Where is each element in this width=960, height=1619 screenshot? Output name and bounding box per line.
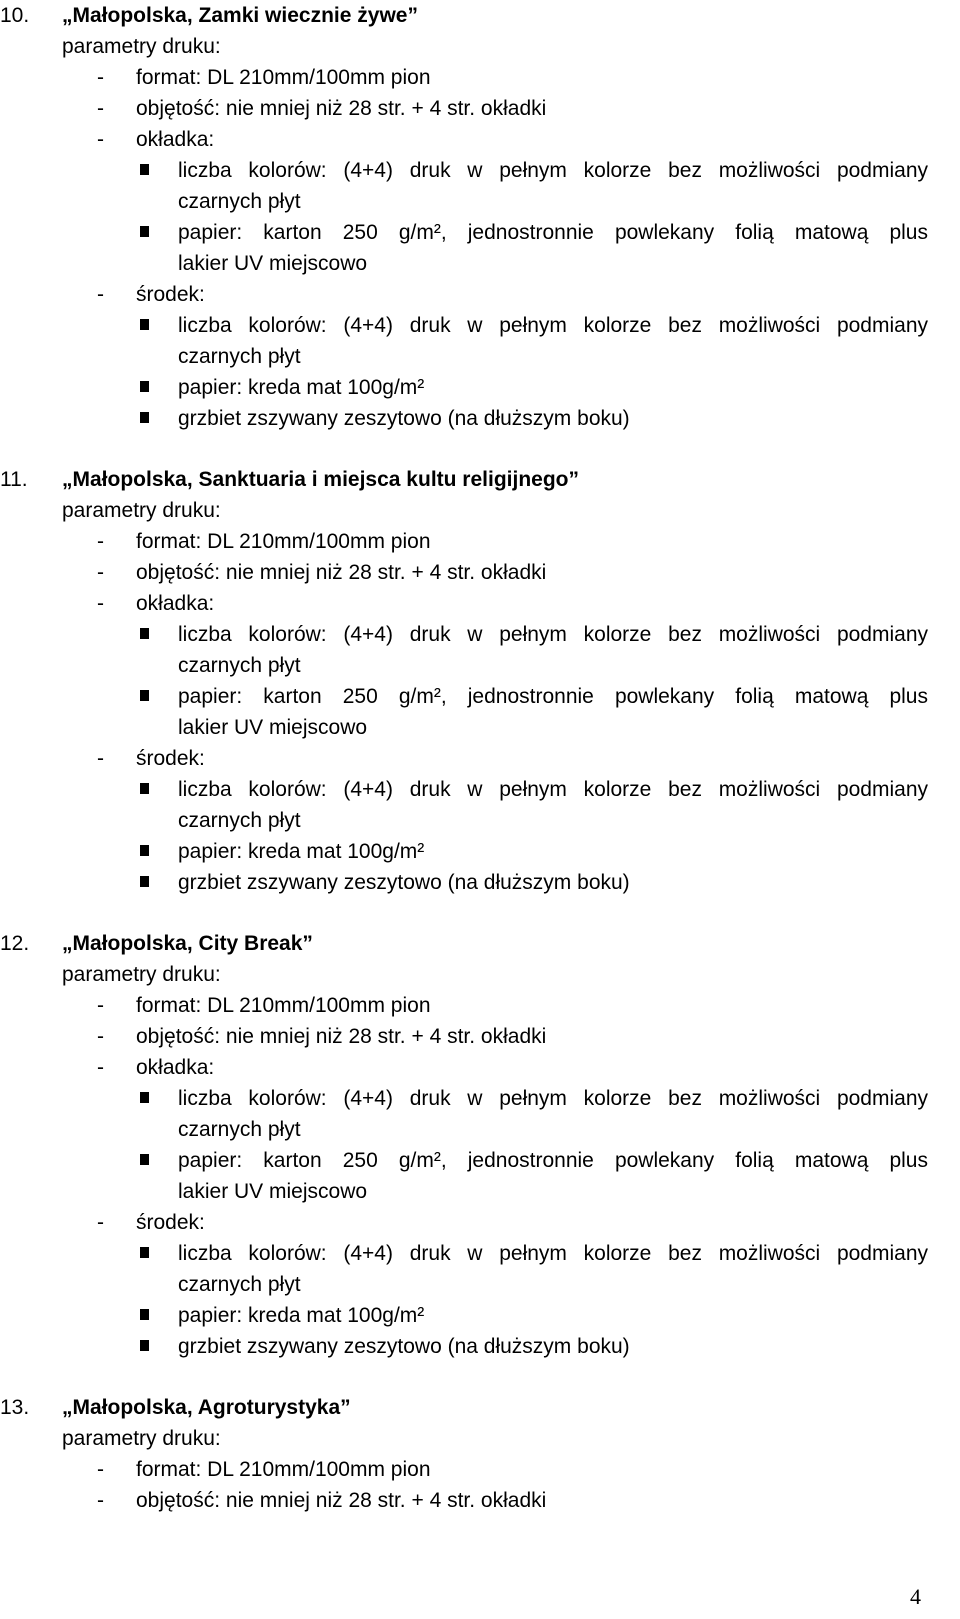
cover-colors-cont: czarnych płyt xyxy=(178,654,301,677)
dash: - xyxy=(97,1056,104,1079)
square-bullet-icon xyxy=(140,1340,149,1351)
dash: - xyxy=(97,66,104,89)
dash: - xyxy=(97,994,104,1017)
cover-colors-spec: liczba kolorów: (4+4) druk w pełnym kolorze bez możliwości podmiany xyxy=(178,623,928,646)
section-heading xyxy=(0,928,960,959)
inner-colors-spec: liczba kolorów: (4+4) druk w pełnym kolorze bez możliwości podmiany xyxy=(178,1242,928,1265)
cover-paper-spec: papier: karton 250 g/m², jednostronnie powlekany folią matową plus xyxy=(178,221,928,244)
cover-colors-spec: liczba kolorów: (4+4) druk w pełnym kolorze bez możliwości podmiany xyxy=(178,1087,928,1110)
inner-label: środek: xyxy=(136,1211,205,1234)
print-spec-section xyxy=(0,928,960,1362)
print-spec-section xyxy=(0,0,960,434)
dash: - xyxy=(97,283,104,306)
cover-label: okładka: xyxy=(136,1056,215,1079)
cover-paper-cont: lakier UV miejscowo xyxy=(178,1180,368,1203)
section-number: 13. xyxy=(0,1396,30,1419)
params-label: parametry druku: xyxy=(62,499,221,522)
binding-spec: grzbiet zszywany zeszytowo (na dłuższym boku) xyxy=(178,407,630,430)
dash: - xyxy=(97,97,104,120)
dash: - xyxy=(97,128,104,151)
square-bullet-icon xyxy=(140,783,149,794)
inner-paper-spec: papier: kreda mat 100g/m² xyxy=(178,376,425,399)
params-label: parametry druku: xyxy=(62,963,221,986)
binding-spec: grzbiet zszywany zeszytowo (na dłuższym boku) xyxy=(178,871,630,894)
binding-spec: grzbiet zszywany zeszytowo (na dłuższym boku) xyxy=(178,1335,630,1358)
square-bullet-icon xyxy=(140,1247,149,1258)
inner-colors-cont: czarnych płyt xyxy=(178,809,301,832)
volume-spec: objętość: nie mniej niż 28 str. + 4 str. okładki xyxy=(136,1025,547,1048)
cover-paper-cont: lakier UV miejscowo xyxy=(178,252,368,275)
square-bullet-icon xyxy=(140,1092,149,1103)
inner-label: środek: xyxy=(136,747,205,770)
dash: - xyxy=(97,1211,104,1234)
format-spec: format: DL 210mm/100mm pion xyxy=(136,1458,431,1481)
volume-spec: objętość: nie mniej niż 28 str. + 4 str. okładki xyxy=(136,97,547,120)
section-title: „Małopolska, Agroturystyka” xyxy=(62,1396,351,1419)
square-bullet-icon xyxy=(140,876,149,887)
page-number: 4 xyxy=(910,1584,921,1609)
params-label: parametry druku: xyxy=(62,1427,221,1450)
cover-paper-spec: papier: karton 250 g/m², jednostronnie powlekany folią matową plus xyxy=(178,685,928,708)
format-spec: format: DL 210mm/100mm pion xyxy=(136,994,431,1017)
inner-colors-spec: liczba kolorów: (4+4) druk w pełnym kolorze bez możliwości podmiany xyxy=(178,314,928,337)
cover-colors-cont: czarnych płyt xyxy=(178,1118,301,1141)
dash: - xyxy=(97,530,104,553)
print-spec-section xyxy=(0,1392,960,1516)
cover-label: okładka: xyxy=(136,128,215,151)
cover-paper-cont: lakier UV miejscowo xyxy=(178,716,368,739)
square-bullet-icon xyxy=(140,226,149,237)
dash: - xyxy=(97,1025,104,1048)
inner-paper-spec: papier: kreda mat 100g/m² xyxy=(178,840,425,863)
dash: - xyxy=(97,1489,104,1512)
square-bullet-icon xyxy=(140,1154,149,1165)
square-bullet-icon xyxy=(140,412,149,423)
section-number: 11. xyxy=(0,468,28,491)
section-title: „Małopolska, Sanktuaria i miejsca kultu religijnego” xyxy=(62,468,579,491)
print-spec-section xyxy=(0,464,960,898)
dash: - xyxy=(97,561,104,584)
format-spec: format: DL 210mm/100mm pion xyxy=(136,530,431,553)
cover-paper-spec: papier: karton 250 g/m², jednostronnie powlekany folią matową plus xyxy=(178,1149,928,1172)
square-bullet-icon xyxy=(140,690,149,701)
volume-spec: objętość: nie mniej niż 28 str. + 4 str. okładki xyxy=(136,1489,547,1512)
inner-colors-cont: czarnych płyt xyxy=(178,345,301,368)
inner-label: środek: xyxy=(136,283,205,306)
section-number: 10. xyxy=(0,4,30,27)
square-bullet-icon xyxy=(140,381,149,392)
square-bullet-icon xyxy=(140,319,149,330)
params-label: parametry druku: xyxy=(62,35,221,58)
format-spec: format: DL 210mm/100mm pion xyxy=(136,66,431,89)
square-bullet-icon xyxy=(140,164,149,175)
section-heading xyxy=(0,1392,960,1423)
section-heading xyxy=(0,0,960,31)
dash: - xyxy=(97,747,104,770)
inner-colors-cont: czarnych płyt xyxy=(178,1273,301,1296)
dash: - xyxy=(97,592,104,615)
section-title: „Małopolska, Zamki wiecznie żywe” xyxy=(62,4,418,27)
cover-colors-spec: liczba kolorów: (4+4) druk w pełnym kolorze bez możliwości podmiany xyxy=(178,159,928,182)
dash: - xyxy=(97,1458,104,1481)
volume-spec: objętość: nie mniej niż 28 str. + 4 str. okładki xyxy=(136,561,547,584)
inner-paper-spec: papier: kreda mat 100g/m² xyxy=(178,1304,425,1327)
cover-colors-cont: czarnych płyt xyxy=(178,190,301,213)
square-bullet-icon xyxy=(140,1309,149,1320)
cover-label: okładka: xyxy=(136,592,215,615)
section-title: „Małopolska, City Break” xyxy=(62,932,313,955)
square-bullet-icon xyxy=(140,845,149,856)
section-heading xyxy=(0,464,960,495)
inner-colors-spec: liczba kolorów: (4+4) druk w pełnym kolorze bez możliwości podmiany xyxy=(178,778,928,801)
section-number: 12. xyxy=(0,932,30,955)
square-bullet-icon xyxy=(140,628,149,639)
